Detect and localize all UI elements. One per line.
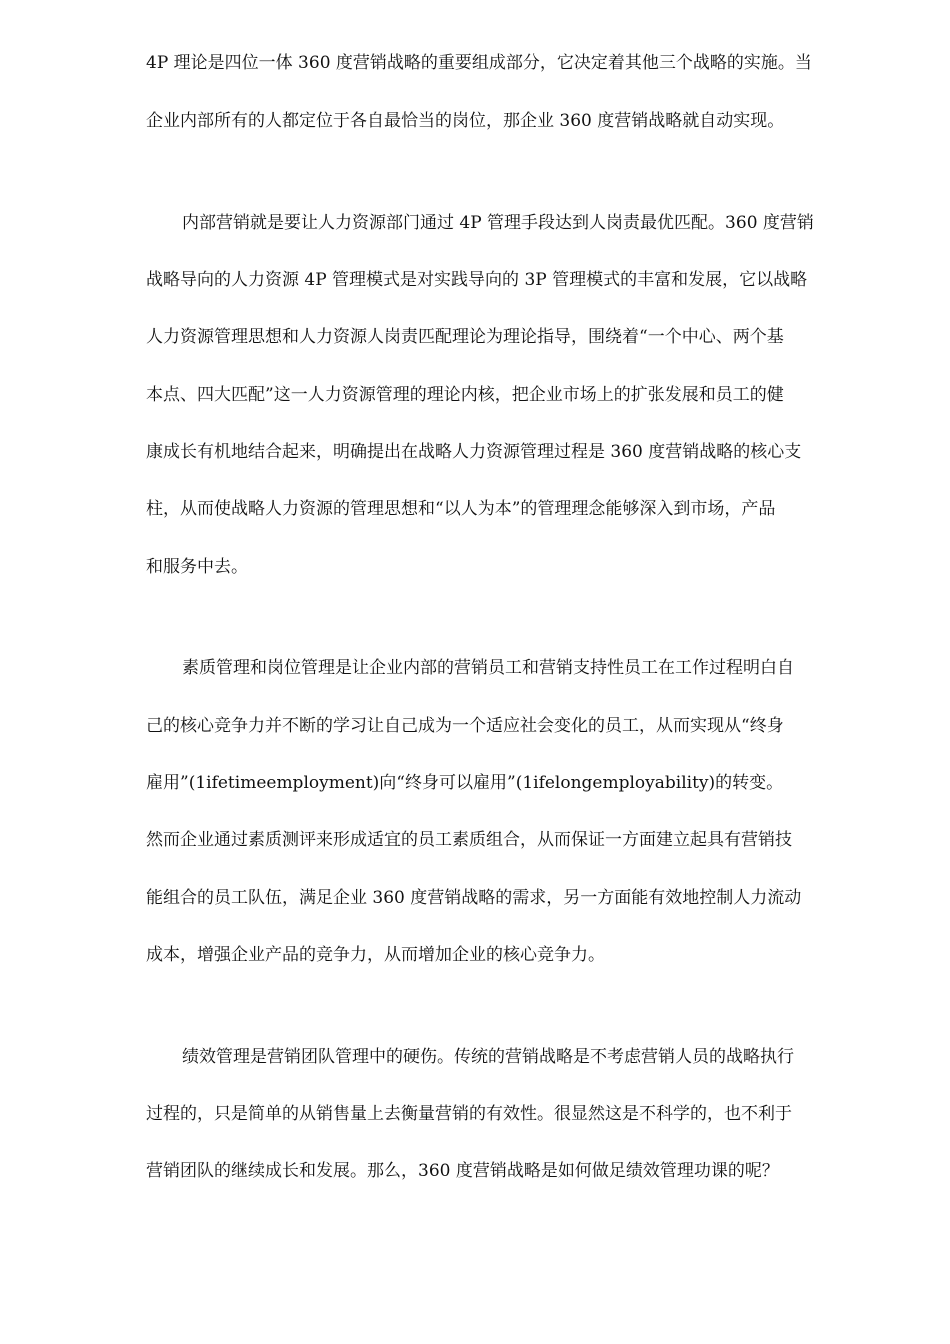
paragraph-3-line-1: 素质管理和岗位管理是让企业内部的营销员工和营销支持性员工在工作过程明白自 <box>182 658 794 678</box>
paragraph-1-line-2: 企业内部所有的人都定位于各自最恰当的岗位，那企业 360 度营销战略就自动实现。 <box>146 111 785 131</box>
paragraph-3-line-2: 己的核心竞争力并不断的学习让自己成为一个适应社会变化的员工，从而实现从“终身 <box>146 716 784 736</box>
paragraph-2-line-7: 和服务中去。 <box>146 557 248 577</box>
paragraph-3-line-4: 然而企业通过素质测评来形成适宜的员工素质组合，从而保证一方面建立起具有营销技 <box>146 830 792 850</box>
paragraph-2-line-3: 人力资源管理思想和人力资源人岗责匹配理论为理论指导，围绕着“一个中心、两个基 <box>146 327 784 347</box>
paragraph-3-line-6: 成本，增强企业产品的竞争力，从而增加企业的核心竞争力。 <box>146 945 605 965</box>
paragraph-3-line-3: 雇用”(1ifetimeemployment)向“终身可以雇用”(1ifelongemployability)的转变。 <box>146 773 784 793</box>
paragraph-1-line-1: 4P 理论是四位一体 360 度营销战略的重要组成部分，它决定着其他三个战略的实施。当 <box>146 53 812 73</box>
paragraph-2-line-6: 柱，从而使战略人力资源的管理思想和“以人为本”的管理理念能够深入到市场，产品 <box>146 499 776 519</box>
paragraph-2-line-4: 本点、四大匹配”这一人力资源管理的理论内核，把企业市场上的扩张发展和员工的健 <box>146 385 784 405</box>
paragraph-2-line-5: 康成长有机地结合起来，明确提出在战略人力资源管理过程是 360 度营销战略的核心支 <box>146 442 802 462</box>
paragraph-3-line-5: 能组合的员工队伍，满足企业 360 度营销战略的需求，另一方面能有效地控制人力流动 <box>146 888 802 908</box>
paragraph-4-line-3: 营销团队的继续成长和发展。那么，360 度营销战略是如何做足绩效管理功课的呢？ <box>146 1161 779 1181</box>
paragraph-4-line-2: 过程的，只是简单的从销售量上去衡量营销的有效性。很显然这是不科学的，也不利于 <box>146 1104 792 1124</box>
paragraph-2-line-2: 战略导向的人力资源 4P 管理模式是对实践导向的 3P 管理模式的丰富和发展，它以战略 <box>146 270 808 290</box>
paragraph-4-line-1: 绩效管理是营销团队管理中的硬伤。传统的营销战略是不考虑营销人员的战略执行 <box>182 1047 794 1067</box>
paragraph-2-line-1: 内部营销就是要让人力资源部门通过 4P 管理手段达到人岗责最优匹配。360 度营销 <box>182 213 814 233</box>
